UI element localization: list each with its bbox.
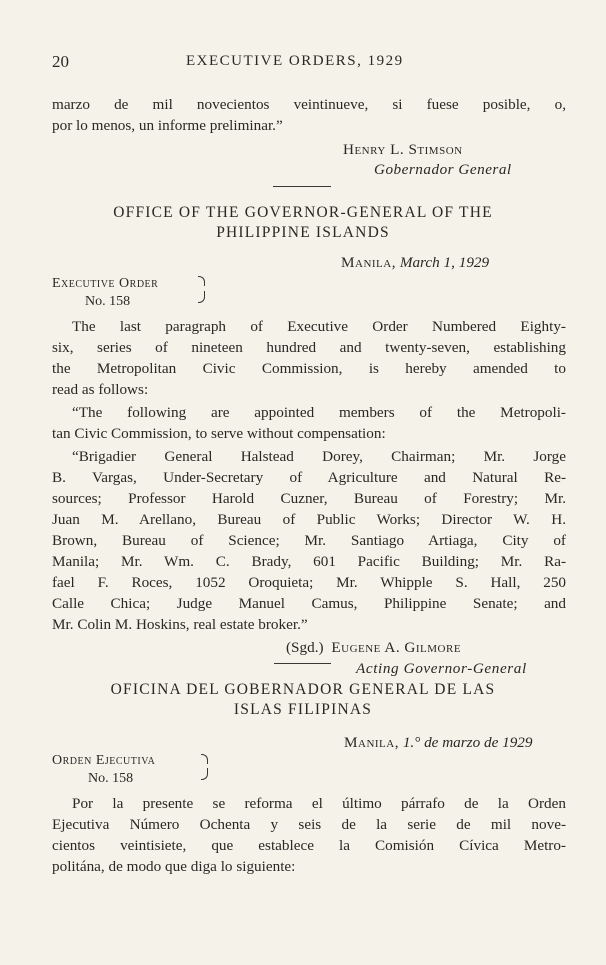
english-para3-line-3: sources; Professor Harold Cuzner, Bureau of Forestry; Mr. — [52, 490, 566, 507]
english-sgd: (Sgd.) — [286, 639, 324, 656]
english-para1-line-3: the Metropolitan Civic Commission, is hereby amended to — [52, 360, 566, 377]
top-line-2: por lo menos, un informe preliminar.” — [52, 117, 283, 134]
english-para3-line-5: Brown, Bureau of Science; Mr. Santiago Artiaga, City of — [52, 532, 566, 549]
english-para3-line-8: Calle Chica; Judge Manuel Camus, Philippine Senate; and — [52, 595, 566, 612]
spanish-para1-line-2: Ejecutiva Número Ochenta y seis de la serie de mil nove- — [52, 816, 566, 833]
spanish-order-number: No. 158 — [88, 771, 134, 786]
english-signer-name: Eugene A. Gilmore — [331, 639, 462, 656]
english-signer-title: Acting Governor-General — [356, 660, 527, 677]
page-number: 20 — [52, 52, 69, 71]
spanish-order-brace-bottom — [201, 768, 208, 780]
english-order-brace-top — [198, 276, 205, 286]
spanish-heading-line-1: OFICINA DEL GOBERNADOR GENERAL DE LAS — [110, 681, 496, 698]
english-order-number: No. 158 — [85, 294, 131, 309]
english-para1-line-2: six, series of nineteen hundred and twenty-seven, establishing — [52, 339, 566, 356]
english-para3-line-2: B. Vargas, Under-Secretary of Agriculture and Natural Re- — [52, 469, 566, 486]
spanish-dateline — [344, 732, 533, 753]
section-divider-2 — [274, 663, 331, 664]
top-line-1: marzo de mil novecientos veintinueve, si fuese posible, o, — [52, 96, 566, 113]
section-divider-1 — [273, 186, 331, 187]
english-heading-line-1: OFFICE OF THE GOVERNOR-GENERAL OF THE — [113, 204, 493, 221]
english-order-brace-bottom — [198, 291, 205, 303]
spanish-order-label: Orden Ejecutiva — [52, 753, 156, 768]
spanish-dateline-date: 1.° de marzo de 1929 — [402, 734, 533, 751]
english-para2-line-2: tan Civic Commission, to serve without compensation: — [52, 425, 386, 442]
english-para3-line-6: Manila; Mr. Wm. C. Brady, 601 Pacific Building; Mr. Ra- — [52, 553, 566, 570]
english-para3-line-4: Juan M. Arellano, Bureau of Public Works; Director W. H. — [52, 511, 566, 528]
english-para1-line-4: read as follows: — [52, 381, 149, 398]
english-order-label: Executive Order — [52, 276, 159, 291]
english-para3-line-7: fael F. Roces, 1052 Oroquieta; Mr. Whipple S. Hall, 250 — [52, 574, 566, 591]
english-dateline — [341, 252, 489, 273]
english-para2-line-1: “The following are appointed members of the Metropoli- — [72, 404, 566, 421]
running-title: EXECUTIVE ORDERS, 1929 — [186, 53, 404, 69]
english-dateline-date: March 1, 1929 — [399, 254, 490, 271]
english-dateline-place: Manila, — [341, 254, 397, 271]
spanish-order-brace-top — [201, 754, 208, 764]
english-para1-line-1: The last paragraph of Executive Order Numbered Eighty- — [72, 318, 566, 335]
spanish-heading-line-2: ISLAS FILIPINAS — [233, 701, 373, 718]
english-para3-line-1: “Brigadier General Halstead Dorey, Chairman; Mr. Jorge — [72, 448, 566, 465]
english-signature — [286, 637, 461, 658]
spanish-para1-line-3: cientos veintisiete, que establece la Comisión Cívica Metro- — [52, 837, 566, 854]
spanish-para1-line-1: Por la presente se reforma el último párrafo de la Orden — [72, 795, 566, 812]
top-signer-name: Henry L. Stimson — [343, 141, 463, 158]
top-signer-title: Gobernador General — [374, 161, 512, 178]
english-heading-line-2: PHILIPPINE ISLANDS — [216, 224, 390, 241]
spanish-dateline-place: Manila, — [344, 734, 400, 751]
spanish-para1-line-4: politána, de modo que diga lo siguiente: — [52, 858, 296, 875]
english-para3-line-9: Mr. Colin M. Hoskins, real estate broker.” — [52, 616, 308, 633]
